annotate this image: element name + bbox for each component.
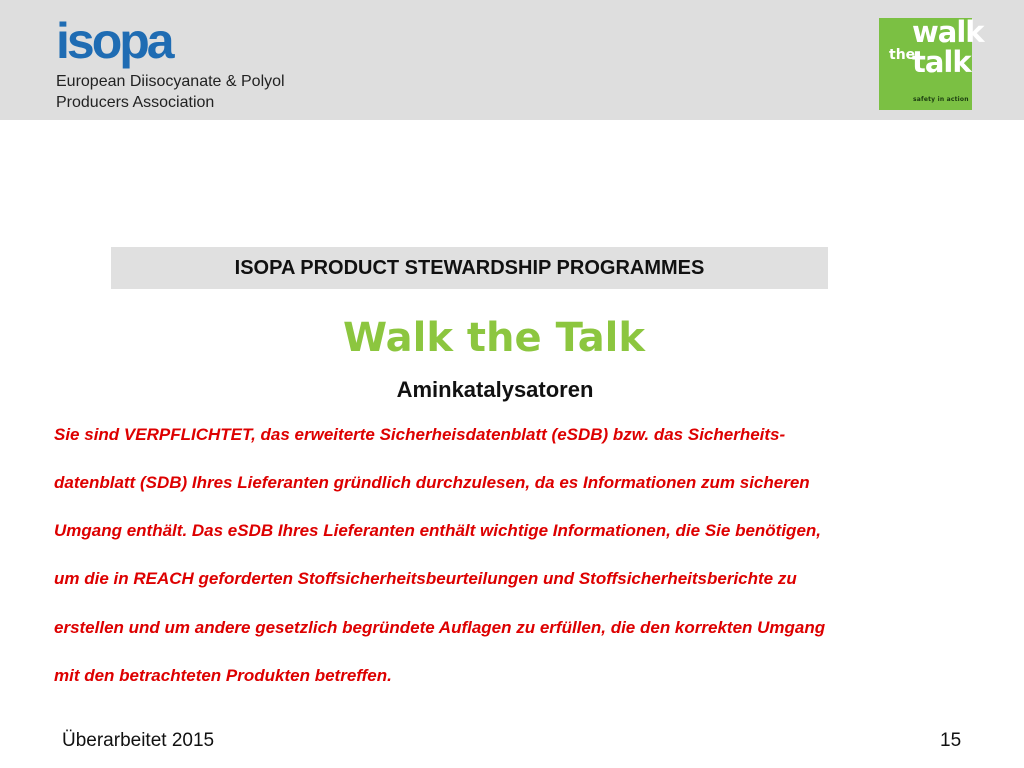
logo-word-talk: talk <box>912 45 971 79</box>
logo-tagline: safety in action <box>913 96 969 103</box>
body-text-line: um die in REACH geforderten Stoffsicherheitsbeurteilungen und Stoffsicherheitsberichte zu <box>54 569 797 588</box>
slide-subtitle: Aminkatalysatoren <box>396 377 594 402</box>
walk-the-talk-logo <box>879 15 984 110</box>
revision-note: Überarbeitet 2015 <box>62 730 215 751</box>
body-text-line: mit den betrachteten Produkten betreffen. <box>54 666 392 685</box>
slide-title: Walk the Talk <box>342 315 645 361</box>
body-text-line: Umgang enthält. Das eSDB Ihres Lieferanten enthält wichtige Informationen, die Sie benötigen, <box>54 521 822 540</box>
body-text-line: datenblatt (SDB) Ihres Lieferanten gründlich durchzulesen, da es Informationen zum sicheren <box>54 473 810 492</box>
logo-word-walk: walk <box>912 15 984 49</box>
page-number: 15 <box>940 730 962 751</box>
header-band <box>0 0 1024 120</box>
org-name-line1: European Diisocyanate & Polyol <box>56 73 285 90</box>
logo-word-the: the <box>889 47 916 63</box>
body-text-line: erstellen und um andere gesetzlich begründete Auflagen zu erfüllen, die den korrekten Umgang <box>54 618 826 637</box>
org-name-line2: Producers Association <box>56 94 215 111</box>
isopa-logo: isopa <box>56 13 172 69</box>
body-text-line: Sie sind VERPFLICHTET, das erweiterte Sicherheisdatenblatt (eSDB) bzw. das Sicherheits- <box>54 425 786 444</box>
section-title-bar: ISOPA PRODUCT STEWARDSHIP PROGRAMMES <box>111 247 828 289</box>
